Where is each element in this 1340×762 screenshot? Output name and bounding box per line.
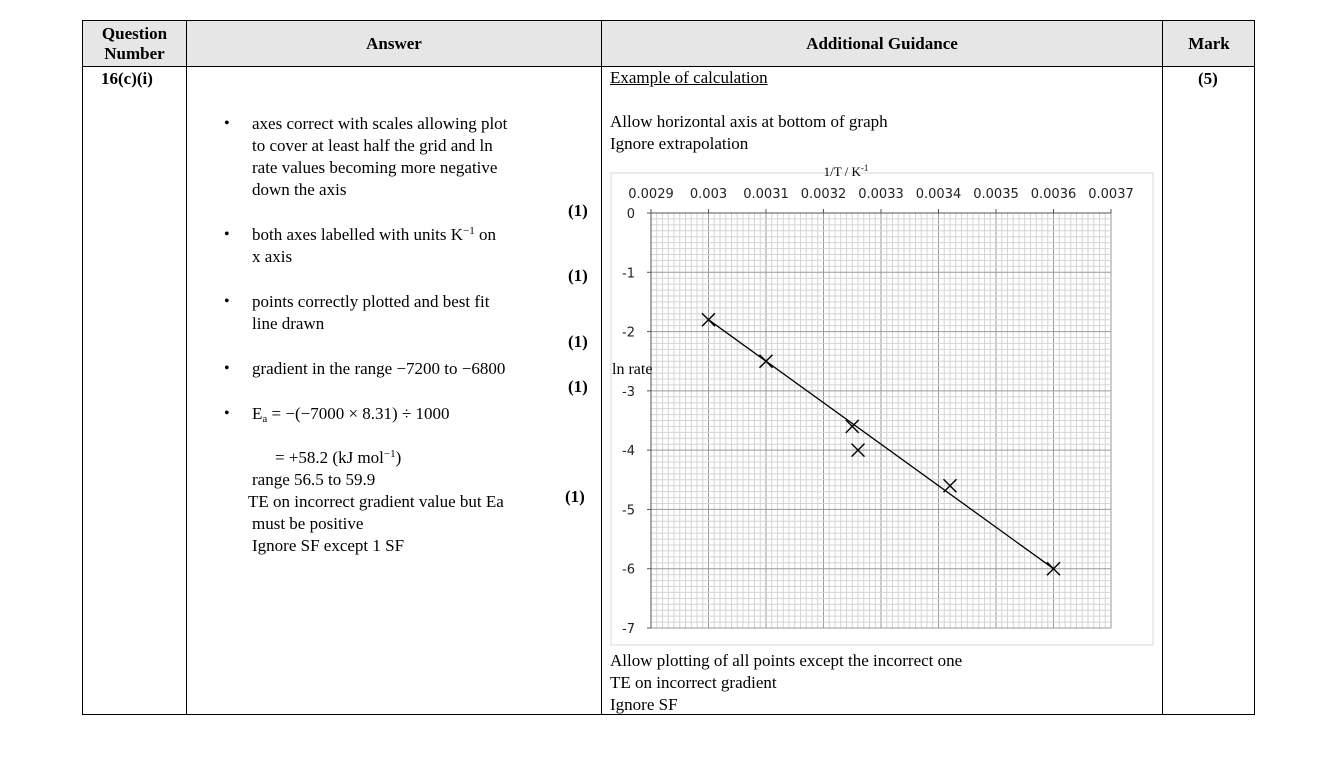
y-tick-label: 0 (626, 207, 635, 222)
answer-line: TE on incorrect gradient value but Ea (248, 492, 504, 511)
answer-line: gradient in the range −7200 to −6800 (252, 359, 506, 378)
header-mark: Mark (1188, 33, 1230, 53)
answer-line: must be positive (252, 514, 364, 533)
bullet-icon: • (224, 226, 230, 243)
x-tick-label: 0.0029 (628, 187, 674, 202)
ea-equation: $E_a = -(-7000 \times 8.31) \div 1000$ (252, 404, 450, 425)
question-id: 16(c)(i) (101, 69, 153, 88)
guidance-line: TE on incorrect gradient (610, 673, 777, 692)
y-tick-label: -6 (622, 562, 635, 578)
y-tick-label: -3 (622, 384, 635, 400)
answer-line: both axes labelled with units $K^{-1}$ on (252, 225, 497, 244)
header-answer: Answer (366, 33, 422, 53)
y-tick-label: -4 (622, 444, 635, 460)
answer-line: points correctly plotted and best fit (252, 292, 490, 311)
point-mark: (1) (568, 266, 588, 285)
total-mark: (5) (1198, 69, 1218, 88)
answer-line: axes correct with scales allowing plot (252, 114, 508, 133)
x-tick-label: 0.0031 (743, 187, 789, 202)
x-tick-label: 0.0033 (858, 187, 904, 202)
x-tick-label: 0.0036 (1030, 187, 1077, 202)
answer-line: range 56.5 to 59.9 (252, 470, 376, 489)
y-tick-label: -7 (622, 622, 635, 637)
point-mark: (1) (565, 487, 585, 506)
guidance-line: Ignore extrapolation (610, 134, 749, 153)
guidance-line: Allow horizontal axis at bottom of graph (610, 112, 888, 131)
y-axis-label: ln rate (612, 361, 653, 378)
point-mark: (1) (568, 201, 588, 220)
y-tick-label: -2 (622, 325, 635, 341)
bullet-icon: • (224, 115, 230, 132)
example-title: Example of calculation (610, 68, 768, 87)
x-tick-label: 0.0035 (973, 187, 1019, 202)
answer-line: rate values becoming more negative (252, 158, 498, 177)
answer-line: Ignore SF except 1 SF (252, 536, 405, 555)
header-question-number: Question Number (101, 23, 168, 63)
header-guidance: Additional Guidance (806, 33, 958, 53)
point-mark: (1) (568, 332, 588, 351)
x-tick-label: 0.0037 (1088, 187, 1134, 202)
guidance-line: Ignore SF (610, 695, 678, 714)
ea-result: = +58.2 (kJ mol$^{-1}$) (275, 448, 402, 467)
answer-line: down the axis (252, 180, 347, 199)
chart-title: $1/T / K^{-1}$ (823, 163, 869, 179)
bullet-icon: • (224, 405, 230, 422)
x-tick-label: 0.0032 (800, 187, 847, 202)
x-tick-label: 0.0034 (915, 187, 962, 202)
bullet-icon: • (224, 293, 230, 310)
y-tick-label: -1 (622, 266, 635, 282)
x-tick-label: 0.003 (689, 187, 728, 202)
y-tick-label: -5 (622, 503, 635, 519)
answer-line: line drawn (252, 314, 325, 333)
point-mark: (1) (568, 377, 588, 396)
guidance-line: Allow plotting of all points except the incorrect one (610, 651, 963, 670)
answer-line: x axis (252, 247, 293, 266)
answer-line: to cover at least half the grid and ln (252, 136, 493, 155)
bullet-icon: • (224, 360, 230, 377)
